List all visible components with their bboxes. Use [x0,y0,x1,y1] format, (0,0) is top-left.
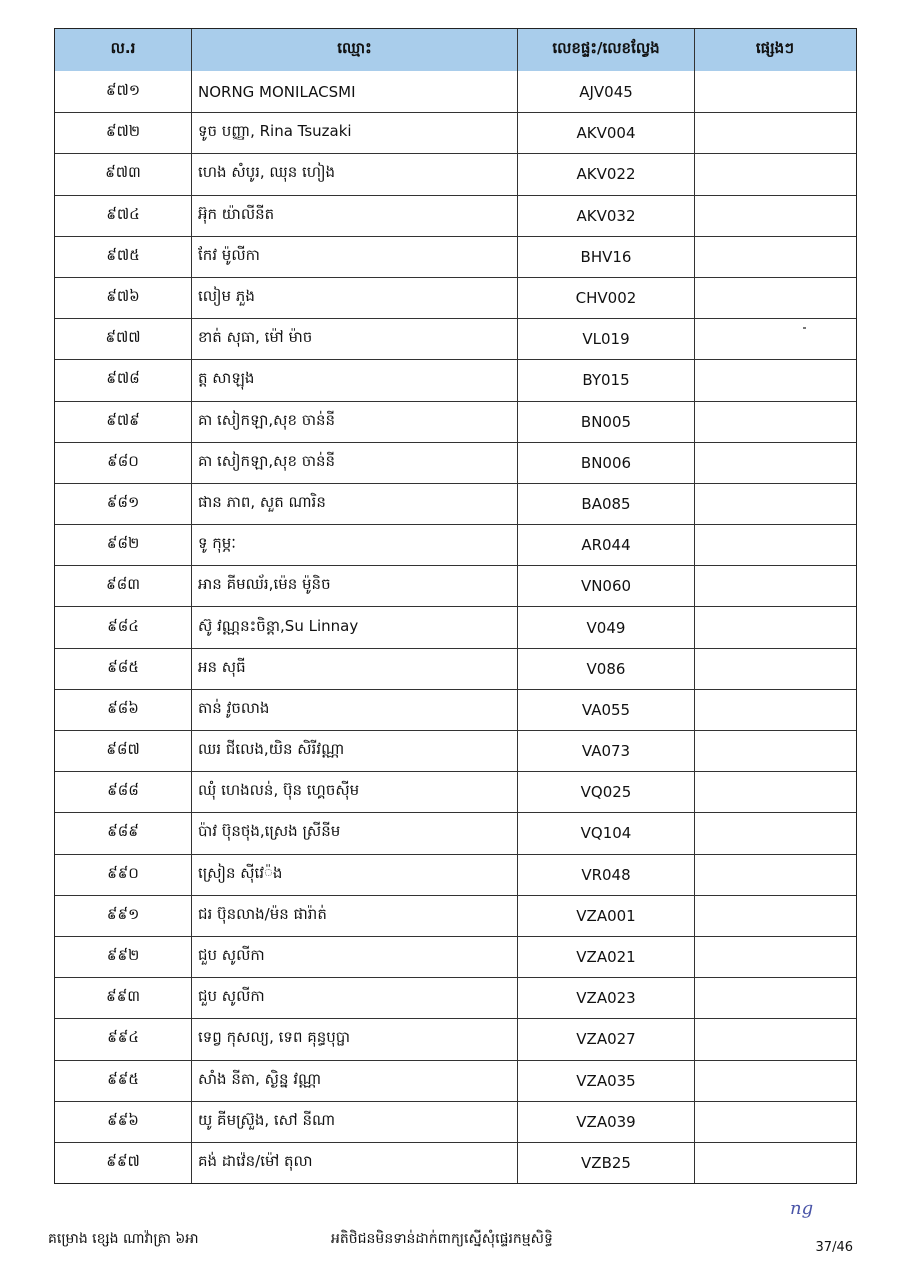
row-number: ៩៧៦ [106,287,140,306]
row-note [694,1143,855,1183]
row-name: តាន់ វូចលាង [191,690,517,730]
row-name: NORNG MONILACSMI [191,71,517,112]
row-code: BA085 [517,484,694,524]
row-note [694,896,855,936]
row-name: ជរ ប៊ុនលាង/ម៉ន ផារ៉ាត់ [191,896,517,936]
table-row [55,648,856,689]
table-row [55,236,856,277]
table-header [55,29,856,71]
row-name: ទូច បញ្ញា, Rina Tsuzaki [191,113,517,153]
table-row [55,442,856,483]
row-name: លៀម ភួង [191,278,517,318]
row-code: VZA039 [517,1102,694,1142]
table-row [55,977,856,1018]
row-code: BN005 [517,402,694,442]
row-number: ៩៧៧ [105,328,141,347]
row-number: ៩៩៥ [107,1069,139,1088]
table-row [55,71,856,112]
row-code: AKV022 [517,154,694,194]
row-name: ស្រៀន ស៊ីវេ៉ង [191,855,517,895]
table-row [55,1060,856,1101]
row-number: ៩៨៤ [107,616,139,635]
row-name: កែវ ម៉ូលីកា [191,237,517,277]
row-note [694,731,855,771]
page-number: 37/46 [815,1240,853,1255]
row-name: ត្ត សាឡុង [191,360,517,400]
row-note [694,71,855,112]
row-name: ផាន ភាព, សួត ណារិន [191,484,517,524]
row-note [694,978,855,1018]
row-number: ៩៧១ [105,80,141,99]
table-row [55,483,856,524]
table-row [55,318,856,359]
table-row [55,812,856,853]
row-note [694,690,855,730]
table-row [55,936,856,977]
row-code: VZA027 [517,1019,694,1059]
row-note [694,1061,855,1101]
row-number: ៩៩៤ [107,1028,139,1047]
row-name: អាន គីមឈ័រ,ម៉េន ម៉ូនិច [191,566,517,606]
row-code: AR044 [517,525,694,565]
row-name: ទូ កុម្ភៈ [191,525,517,565]
stray-mark [803,327,806,329]
row-number: ៩៨៥ [107,657,139,676]
table-row [55,359,856,400]
header-name: ឈ្មោះ [191,29,517,71]
row-code: VZA035 [517,1061,694,1101]
row-name: ខាត់ សុធា, ម៉ៅ ម៉ាច [191,319,517,359]
row-code: AKV004 [517,113,694,153]
table-row [55,1142,856,1183]
row-note [694,525,855,565]
row-note [694,402,855,442]
row-number: ៩៨១ [106,492,140,511]
row-note [694,443,855,483]
row-number: ៩៨៣ [105,575,141,594]
row-code: VL019 [517,319,694,359]
row-number: ៩៨៨ [107,781,139,800]
table-row [55,854,856,895]
row-number: ៩៩០ [107,863,139,882]
row-number: ៩៧៩ [106,410,140,429]
row-code: VA073 [517,731,694,771]
row-code: V049 [517,607,694,647]
row-code: VZA001 [517,896,694,936]
table-row [55,771,856,812]
row-note [694,237,855,277]
row-name: អន សុធី [191,649,517,689]
row-name: គា សៀកឡា,សុខ ចាន់នី [191,402,517,442]
table-row [55,277,856,318]
row-number: ៩៧៨ [106,369,140,388]
customer-table [54,28,857,1184]
table-row [55,153,856,194]
footer-project: គម្រោង ខ្សេង ណាវ៉ាត្រា ៦អា [48,1231,199,1247]
row-name: អ៊ុក យ៉ាលីនីត [191,196,517,236]
row-code: VQ025 [517,772,694,812]
row-note [694,319,855,359]
table-row [55,524,856,565]
row-code: VZA023 [517,978,694,1018]
row-code: VA055 [517,690,694,730]
row-number: ៩៧៣ [105,163,141,182]
table-row [55,565,856,606]
row-note [694,484,855,524]
row-name: ប៉ាវ ប៊ុនថុង,ស្រេង ស្រីនីម [191,813,517,853]
row-number: ៩៧២ [105,122,141,141]
row-number: ៩៩១ [106,904,140,923]
row-number: ៩៩៦ [107,1110,139,1129]
row-name: សាំង នីតា, ស្ងិន្ន វណ្ណា [191,1061,517,1101]
row-name: ឈរ ជីលេង,យិន សិរីវណ្ណា [191,731,517,771]
table-row [55,1101,856,1142]
row-number: ៩៩២ [106,946,140,965]
row-code: VN060 [517,566,694,606]
row-note [694,1019,855,1059]
row-note [694,566,855,606]
row-code: BHV16 [517,237,694,277]
row-note [694,1102,855,1142]
header-code: លេខផ្ទះ/លេខល្វែង [517,29,694,71]
row-note [694,772,855,812]
row-name: ទេព្វ កុសល្យ, ទេព គុន្ធបុប្ផា [191,1019,517,1059]
row-note [694,855,855,895]
row-code: VZB25 [517,1143,694,1183]
row-name: ជួប សូលីកា [191,978,517,1018]
table-row [55,689,856,730]
row-note [694,649,855,689]
row-code: CHV002 [517,278,694,318]
row-number: ៩៩៣ [105,987,141,1006]
header-no: ល.រ [110,39,136,57]
row-note [694,113,855,153]
table-row [55,606,856,647]
row-name: យូ គីមស្រ៊ួង, សៅ នីណា [191,1102,517,1142]
row-name: ស៊ូ វណ្ណនះចិន្តា,Su Linnay [191,607,517,647]
row-code: AJV045 [517,71,694,112]
row-note [694,154,855,194]
row-number: ៩៧៤ [106,204,140,223]
header-note: ផ្សេងៗ [694,29,855,71]
row-code: VZA021 [517,937,694,977]
row-code: V086 [517,649,694,689]
table-row [55,1018,856,1059]
table-row [55,895,856,936]
row-name: ឈុំ ហេងលន់, ប៊ុន ហ្គេចស៊ីម [191,772,517,812]
row-code: BN006 [517,443,694,483]
row-number: ៩៨៦ [107,698,139,717]
row-number: ៩៨០ [107,451,139,470]
row-code: VQ104 [517,813,694,853]
row-number: ៩៧៥ [106,245,140,264]
row-number: ៩៨៧ [106,740,140,759]
row-name: គង់ ដាវ៉េន/ម៉ៅ តុលា [191,1143,517,1183]
table-row [55,112,856,153]
row-name: គា សៀកឡា,សុខ ចាន់នី [191,443,517,483]
row-note [694,937,855,977]
table-row [55,401,856,442]
row-number: ៩៨៩ [107,822,139,841]
row-number: ៩៩៧ [106,1151,140,1170]
row-code: AKV032 [517,196,694,236]
row-note [694,813,855,853]
row-note [694,360,855,400]
row-name: ជួប សូលីកា [191,937,517,977]
row-name: ហេង សំបូរ, ឈុន ហៀង [191,154,517,194]
table-row [55,730,856,771]
row-note [694,196,855,236]
row-number: ៩៨២ [106,534,140,553]
row-note [694,607,855,647]
row-note [694,278,855,318]
row-code: VR048 [517,855,694,895]
row-code: BY015 [517,360,694,400]
handwritten-initials: ng [790,1198,814,1219]
table-row [55,195,856,236]
footer-description: អតិថិជនមិនទាន់ដាក់ពាក្យស្នើសុំផ្ទេរកម្មសិទ្ធិ [331,1231,553,1247]
